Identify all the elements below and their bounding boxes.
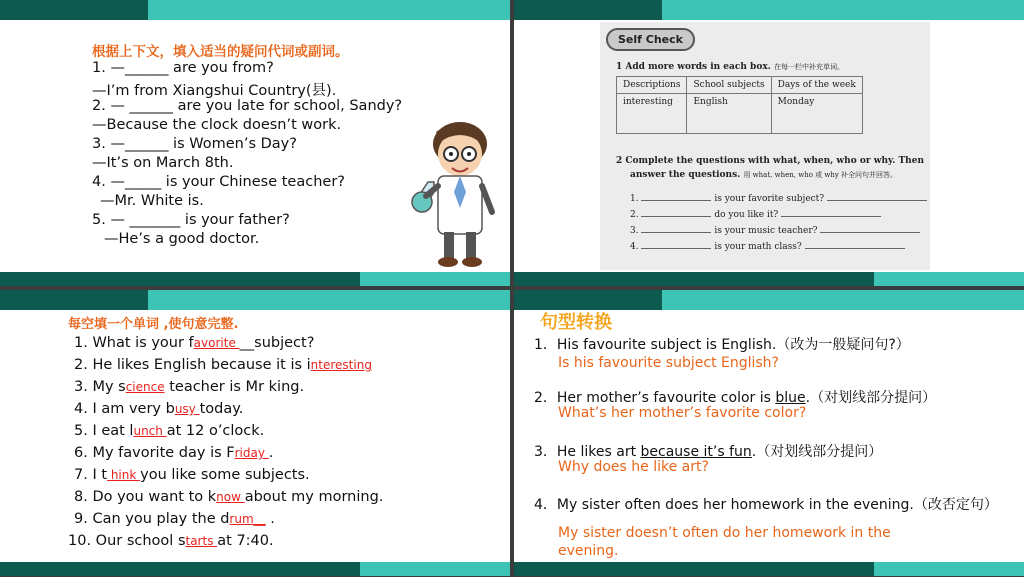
table-header: Descriptions (617, 77, 687, 94)
slide1-instruction: 根据上下文，填入适当的疑问代词或副词。 (92, 44, 349, 60)
top-bar (514, 0, 1024, 20)
table-cell: interesting (617, 94, 687, 134)
self-check-worksheet-image (600, 22, 930, 270)
slide1-line: —Because the clock doesn’t work. (92, 117, 342, 133)
scientist-cartoon-illustration (408, 112, 504, 274)
question-4: 4．My sister often does her homework in the evening.（改否定句） (534, 497, 998, 513)
bottom-bar (0, 272, 510, 286)
bottom-bar (514, 562, 1024, 576)
self-check-q2: 2 Complete the questions with what, when, who or why. Then (616, 156, 924, 166)
self-check-q2-cont: answer the questions. 用 what, when, who 或 why 补全问句并回答。 (630, 170, 898, 180)
question-3: 3．He likes art because it’s fun.（对划线部分提问） (534, 444, 883, 460)
top-bar (0, 290, 510, 310)
bottom-bar (514, 272, 1024, 286)
question-2: 2．Her mother’s favourite color is blue.（对划线部分提问） (534, 390, 937, 406)
slide-self-check (514, 0, 1024, 286)
slide1-line: 2. — ______ are you late for school, Sandy? (92, 98, 403, 114)
answer-1: Is his favourite subject English? (558, 355, 779, 371)
list-item: 2. He likes English because it is interesting (74, 357, 372, 373)
slide3-instruction: 每空填一个单词 ,使句意完整. (68, 317, 239, 332)
list-item: 10. Our school starts at 7:40. (68, 533, 274, 549)
list-item: 8. Do you want to know about my morning. (74, 489, 384, 505)
slide-fill-words (0, 290, 510, 576)
slide-sentence-transform (514, 290, 1024, 576)
word-box-table (616, 76, 863, 134)
list-item: 5. I eat lunch at 12 o’clock. (74, 423, 265, 439)
answer-4-line1: My sister doesn’t often do her homework in the (558, 525, 891, 541)
answer-4-line2: evening. (558, 543, 619, 559)
bottom-bar (0, 562, 510, 576)
slide1-line: 1. —______ are you from? (92, 60, 274, 76)
table-cell: Monday (771, 94, 862, 134)
slide4-title: 句型转换 (540, 312, 612, 333)
slide1-line: 3. —______ is Women’s Day? (92, 136, 297, 152)
table-cell: English (687, 94, 771, 134)
question-item: 3. is your music teacher? (630, 226, 920, 236)
top-bar (0, 0, 510, 20)
question-item: 1. is your favorite subject? (630, 194, 927, 204)
answer-3: Why does he like art? (558, 459, 709, 475)
list-item: 3. My science teacher is Mr king. (74, 379, 305, 395)
slide1-line: 4. —_____ is your Chinese teacher? (92, 174, 345, 190)
slide1-line: —I’m from Xiangshui Country(县). (92, 83, 337, 99)
slide1-line: —It’s on March 8th. (92, 155, 234, 171)
slide1-line: —Mr. White is. (100, 193, 204, 209)
list-item: 1. What is your favorite __subject? (74, 335, 315, 351)
list-item: 9. Can you play the drum__ . (74, 511, 275, 527)
top-bar (514, 290, 1024, 310)
slide1-line: —He’s a good doctor. (104, 231, 260, 247)
table-header: School subjects (687, 77, 771, 94)
question-item: 2. do you like it? (630, 210, 881, 220)
answer-2: What’s her mother’s favorite color? (558, 405, 807, 421)
slide1-line: 5. — _______ is your father? (92, 212, 290, 228)
self-check-q1: 1 Add more words in each box. 在每一栏中补充单词。 (616, 62, 844, 72)
table-header: Days of the week (771, 77, 862, 94)
list-item: 7. I t hink you like some subjects. (74, 467, 310, 483)
list-item: 6. My favorite day is Friday . (74, 445, 274, 461)
question-item: 4. is your math class? (630, 242, 905, 252)
slide-fill-question-words (0, 0, 510, 286)
question-1: 1．His favourite subject is English.（改为一般疑问句?） (534, 337, 910, 353)
list-item: 4. I am very busy today. (74, 401, 244, 417)
self-check-badge: Self Check (606, 28, 695, 51)
